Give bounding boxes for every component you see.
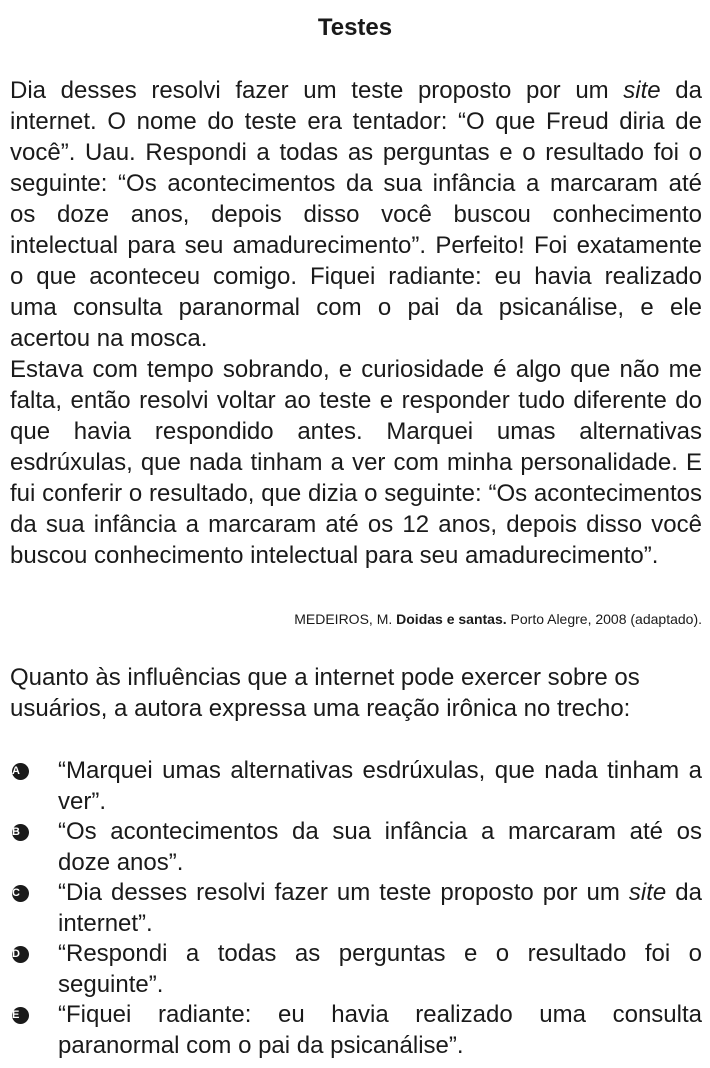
option-a-letter-badge: A — [12, 763, 29, 780]
answer-options — [10, 756, 702, 1061]
passage-paragraph-2: Estava com tempo sobrando, e curiosidade é algo que não me falta, então resolvi voltar ao teste e responder tudo diferente do que havia respondido antes. Marquei umas alternativas esdrúxulas, que nada tinham a ver com minha personalidade. E fui conferir o resultado, que dizia o seguinte: “Os acontecimentos da sua infância a marcaram até os 12 anos, depois disso você buscou conhecimento intelectual para seu amadurecimento”. — [10, 356, 702, 569]
option-a[interactable] — [10, 756, 702, 817]
option-d-text: “Respondi a todas as perguntas e o resultado foi o seguinte”. — [58, 940, 702, 998]
option-b[interactable] — [10, 817, 702, 878]
option-a-text: “Marquei umas alternativas esdrúxulas, que nada tinham a ver”. — [58, 757, 702, 815]
passage-text: da internet. O nome do teste era tentador: “O que Freud diria de você”. Uau. Respondi a todas as perguntas e o resultado foi o seguinte: “Os acontecimentos da sua infância a marcaram até os doze anos, depois disso você buscou conhecimento intelectual para seu amadurecimento”. Perfeito! Foi exatamente o que aconteceu comigo. Fiquei radiante: eu havia realizado uma consulta paranormal com o pai da psicanálise, e ele acertou na mosca. — [10, 77, 702, 352]
option-c[interactable] — [10, 878, 702, 939]
passage-text: Dia desses resolvi fazer um teste proposto por um — [10, 77, 624, 104]
option-e-letter-badge: E — [12, 1007, 29, 1024]
option-c-text-end: da internet”. — [58, 879, 702, 937]
option-b-letter-badge: B — [12, 824, 29, 841]
option-c-text — [58, 879, 702, 937]
citation-author: MEDEIROS, M. — [294, 611, 397, 627]
source-citation — [294, 608, 702, 630]
option-d-letter-badge: D — [12, 946, 29, 963]
citation-details: Porto Alegre, 2008 (adaptado). — [506, 611, 702, 627]
italic-term-site: site — [628, 879, 667, 906]
italic-term-site: site — [623, 77, 661, 104]
option-e[interactable] — [10, 1000, 702, 1061]
question-stem: Quanto às influências que a internet pode exercer sobre os usuários, a autora expressa uma reação irônica no trecho: — [10, 664, 640, 722]
page-title: Testes — [317, 14, 393, 41]
option-e-text: “Fiquei radiante: eu havia realizado uma consulta paranormal com o pai da psicanálise”. — [58, 1001, 702, 1059]
option-c-letter-badge: C — [12, 885, 29, 902]
option-b-text: “Os acontecimentos da sua infância a marcaram até os doze anos”. — [58, 818, 702, 876]
reading-passage — [10, 75, 702, 571]
option-c-text-start: “Dia desses resolvi fazer um teste proposto por um — [58, 879, 629, 906]
citation-work: Doidas e santas. — [396, 611, 507, 627]
option-d[interactable] — [10, 939, 702, 1000]
passage-paragraph-1 — [10, 75, 702, 354]
